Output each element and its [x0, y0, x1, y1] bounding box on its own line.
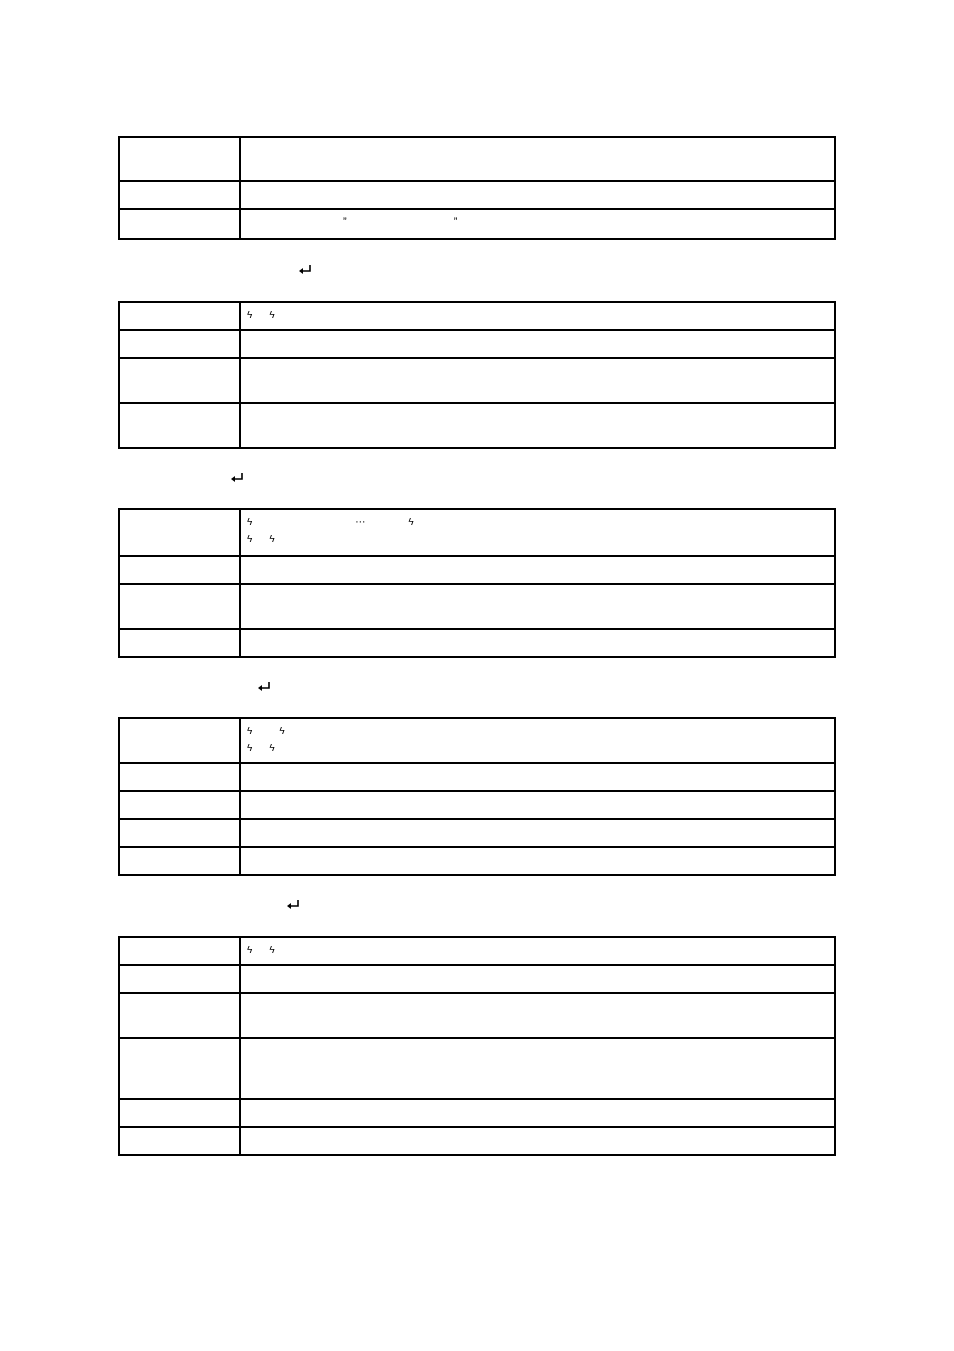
table-row — [119, 763, 835, 791]
lightning-glyph-icon: ϟ — [247, 310, 253, 321]
row-label — [119, 937, 240, 965]
row-label — [119, 629, 240, 657]
row-value — [240, 1099, 835, 1127]
table-row — [119, 819, 835, 847]
row-label — [119, 819, 240, 847]
row-label — [119, 763, 240, 791]
return-arrow-icon — [230, 472, 244, 484]
row-label — [119, 330, 240, 358]
row-value — [240, 1127, 835, 1155]
lightning-glyph-icon: ϟ — [269, 534, 275, 545]
table-row — [119, 584, 835, 629]
table-5 — [118, 936, 836, 1156]
row-value — [240, 358, 835, 403]
row-label — [119, 358, 240, 403]
table-2 — [118, 301, 836, 449]
row-label — [119, 965, 240, 993]
table-row — [119, 209, 835, 239]
table-3 — [118, 508, 836, 658]
row-value — [240, 763, 835, 791]
lightning-glyph-icon: ϟ — [269, 945, 275, 956]
lightning-glyph-icon: ϟ — [269, 743, 275, 754]
row-label — [119, 1038, 240, 1099]
row-value — [240, 791, 835, 819]
row-value — [240, 556, 835, 584]
table-row — [119, 1099, 835, 1127]
row-value — [240, 509, 835, 556]
row-label — [119, 509, 240, 556]
table-row — [119, 718, 835, 763]
return-arrow-icon — [298, 264, 312, 276]
lightning-glyph-icon: ϟ — [247, 534, 253, 545]
table-row — [119, 629, 835, 657]
row-label — [119, 556, 240, 584]
table-row — [119, 993, 835, 1038]
table-row — [119, 556, 835, 584]
row-label — [119, 209, 240, 239]
row-value — [240, 847, 835, 875]
table-row — [119, 1127, 835, 1155]
row-label — [119, 791, 240, 819]
quote-mark: ” — [453, 216, 458, 228]
row-value — [240, 181, 835, 209]
row-label — [119, 403, 240, 448]
row-value — [240, 1038, 835, 1099]
table-row — [119, 181, 835, 209]
table-row — [119, 847, 835, 875]
row-value — [240, 302, 835, 330]
table-row — [119, 403, 835, 448]
table-row — [119, 965, 835, 993]
lightning-glyph-icon: ϟ — [247, 945, 253, 956]
table-row — [119, 509, 835, 556]
row-label — [119, 302, 240, 330]
row-value — [240, 629, 835, 657]
ellipsis-glyph: ⋯ — [355, 517, 366, 528]
table-row — [119, 1038, 835, 1099]
return-arrow-icon — [257, 681, 271, 693]
table-row — [119, 330, 835, 358]
row-label — [119, 847, 240, 875]
row-label — [119, 584, 240, 629]
row-label — [119, 718, 240, 763]
row-value — [240, 403, 835, 448]
row-value — [240, 965, 835, 993]
table-row — [119, 137, 835, 181]
row-label — [119, 137, 240, 181]
table-1 — [118, 136, 836, 240]
lightning-glyph-icon: ϟ — [247, 743, 253, 754]
table-row — [119, 302, 835, 330]
quote-mark: ” — [343, 216, 347, 228]
lightning-glyph-icon: ϟ — [269, 310, 275, 321]
table-4 — [118, 717, 836, 876]
row-value — [240, 330, 835, 358]
row-value — [240, 137, 835, 181]
row-value — [240, 937, 835, 965]
table-row — [119, 791, 835, 819]
row-value — [240, 718, 835, 763]
table-row — [119, 358, 835, 403]
lightning-glyph-icon: ϟ — [247, 726, 253, 737]
row-value — [240, 819, 835, 847]
lightning-glyph-icon: ϟ — [408, 517, 414, 528]
row-value — [240, 584, 835, 629]
return-arrow-icon — [286, 899, 300, 911]
row-label — [119, 181, 240, 209]
row-label — [119, 1099, 240, 1127]
lightning-glyph-icon: ϟ — [279, 726, 285, 737]
row-value — [240, 209, 835, 239]
table-row — [119, 937, 835, 965]
lightning-glyph-icon: ϟ — [247, 517, 253, 528]
row-label — [119, 1127, 240, 1155]
row-value — [240, 993, 835, 1038]
row-label — [119, 993, 240, 1038]
